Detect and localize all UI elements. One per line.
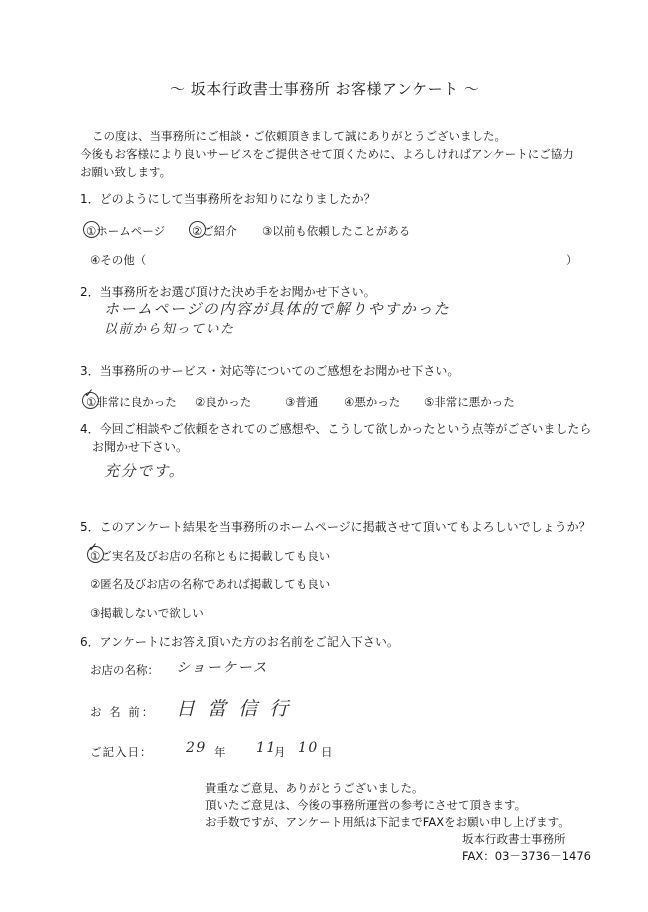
question-3: 3．当事務所のサービス・対応等についてのご感想をお聞かせ下さい。 <box>80 364 460 378</box>
question-5: 5．このアンケート結果を当事務所のホームページに掲載させて頂いてもよろしいでしょうか？ <box>80 520 591 534</box>
question-4-line-2: お聞かせ下さい。 <box>92 440 189 454</box>
q1-other-close: ） <box>566 253 578 267</box>
question-1: 1．どのようにして当事務所をお知りになりましたか？ <box>80 192 376 206</box>
q3-option-good[interactable]: ②良かった <box>195 395 252 409</box>
q3-option-normal[interactable]: ③普通 <box>285 395 319 409</box>
q1-option-previous[interactable]: ③以前も依頼したことがある <box>262 224 411 238</box>
q5-check-mark: ✓ <box>88 540 99 554</box>
name-value[interactable]: 日 當 信 行 <box>176 698 292 720</box>
question-6: 6．アンケートにお答え頂いた方のお名前をご記入下さい。 <box>80 635 399 649</box>
q4-answer: 充分です。 <box>104 462 186 480</box>
intro-line-2: 今後もお客様により良いサービスをご提供させて頂くために、よろしければアンケートにご協力 <box>80 147 574 161</box>
q2-answer-line-2: 以前から知っていた <box>104 322 235 337</box>
footer-note: 頂いたご意見は、今後の事務所運営の参考にさせて頂きます。 <box>205 798 527 812</box>
intro-line-1: この度は、当事務所にご相談・ご依頼頂きまして誠にありがとうございました。 <box>92 129 506 143</box>
footer-office-name: 坂本行政書士事務所 <box>462 832 566 846</box>
footer-fax-number: FAX：03－3736－1476 <box>462 849 591 863</box>
date-year-value[interactable]: 29 <box>186 740 207 756</box>
question-2: 2．当事務所をお選び頂けた決め手をお聞かせ下さい。 <box>80 285 376 299</box>
name-label: お 名 前： <box>90 705 156 719</box>
page-title: ～ 坂本行政書士事務所 お客様アンケート ～ <box>170 80 480 98</box>
date-day-value[interactable]: 10 <box>298 740 319 756</box>
store-name-label: お店の名称： <box>90 663 159 677</box>
q3-check-mark: ✓ <box>84 386 95 400</box>
footer-fax-request: お手数ですが、アンケート用紙は下記までFAXをお願い申し上げます。 <box>205 815 570 829</box>
q1-option-other[interactable]: ④その他（ <box>90 253 147 267</box>
intro-line-3: お願い致します。 <box>80 165 172 179</box>
q3-option-bad[interactable]: ④悪かった <box>344 395 401 409</box>
q2-answer-line-1: ホームページの内容が具体的で解りやすかった <box>104 300 451 318</box>
q1-selected-mark-2 <box>189 221 206 238</box>
q1-selected-mark <box>83 221 100 238</box>
q1-option-homepage[interactable]: ①ホームページ <box>86 224 166 238</box>
q5-option-real-name[interactable]: ①ご実名及びお店の名称ともに掲載しても良い <box>90 549 331 563</box>
footer-thanks: 貴重なご意見、ありがとうございました。 <box>205 781 424 795</box>
q3-option-very-bad[interactable]: ⑤非常に悪かった <box>424 395 515 409</box>
date-month-value[interactable]: 11 <box>256 740 277 756</box>
store-name-value[interactable]: ショーケース <box>176 660 269 676</box>
date-day-unit: 日 <box>321 745 333 759</box>
date-month-unit: 月 <box>274 745 286 759</box>
q3-option-very-good[interactable]: ①非常に良かった <box>86 395 177 409</box>
q1-option-referral[interactable]: ②ご紹介 <box>192 224 237 238</box>
date-label: ご記入日： <box>90 745 153 759</box>
q5-option-anonymous[interactable]: ②匿名及びお店の名称であれば掲載しても良い <box>90 577 331 591</box>
q5-option-no-publish[interactable]: ③掲載しないで欲しい <box>90 606 204 620</box>
question-4: 4．今回ご相談やご依頼をされてのご感想や、こうして欲しかったという点等がございましたら <box>80 422 592 436</box>
date-year-unit: 年 <box>214 745 226 759</box>
